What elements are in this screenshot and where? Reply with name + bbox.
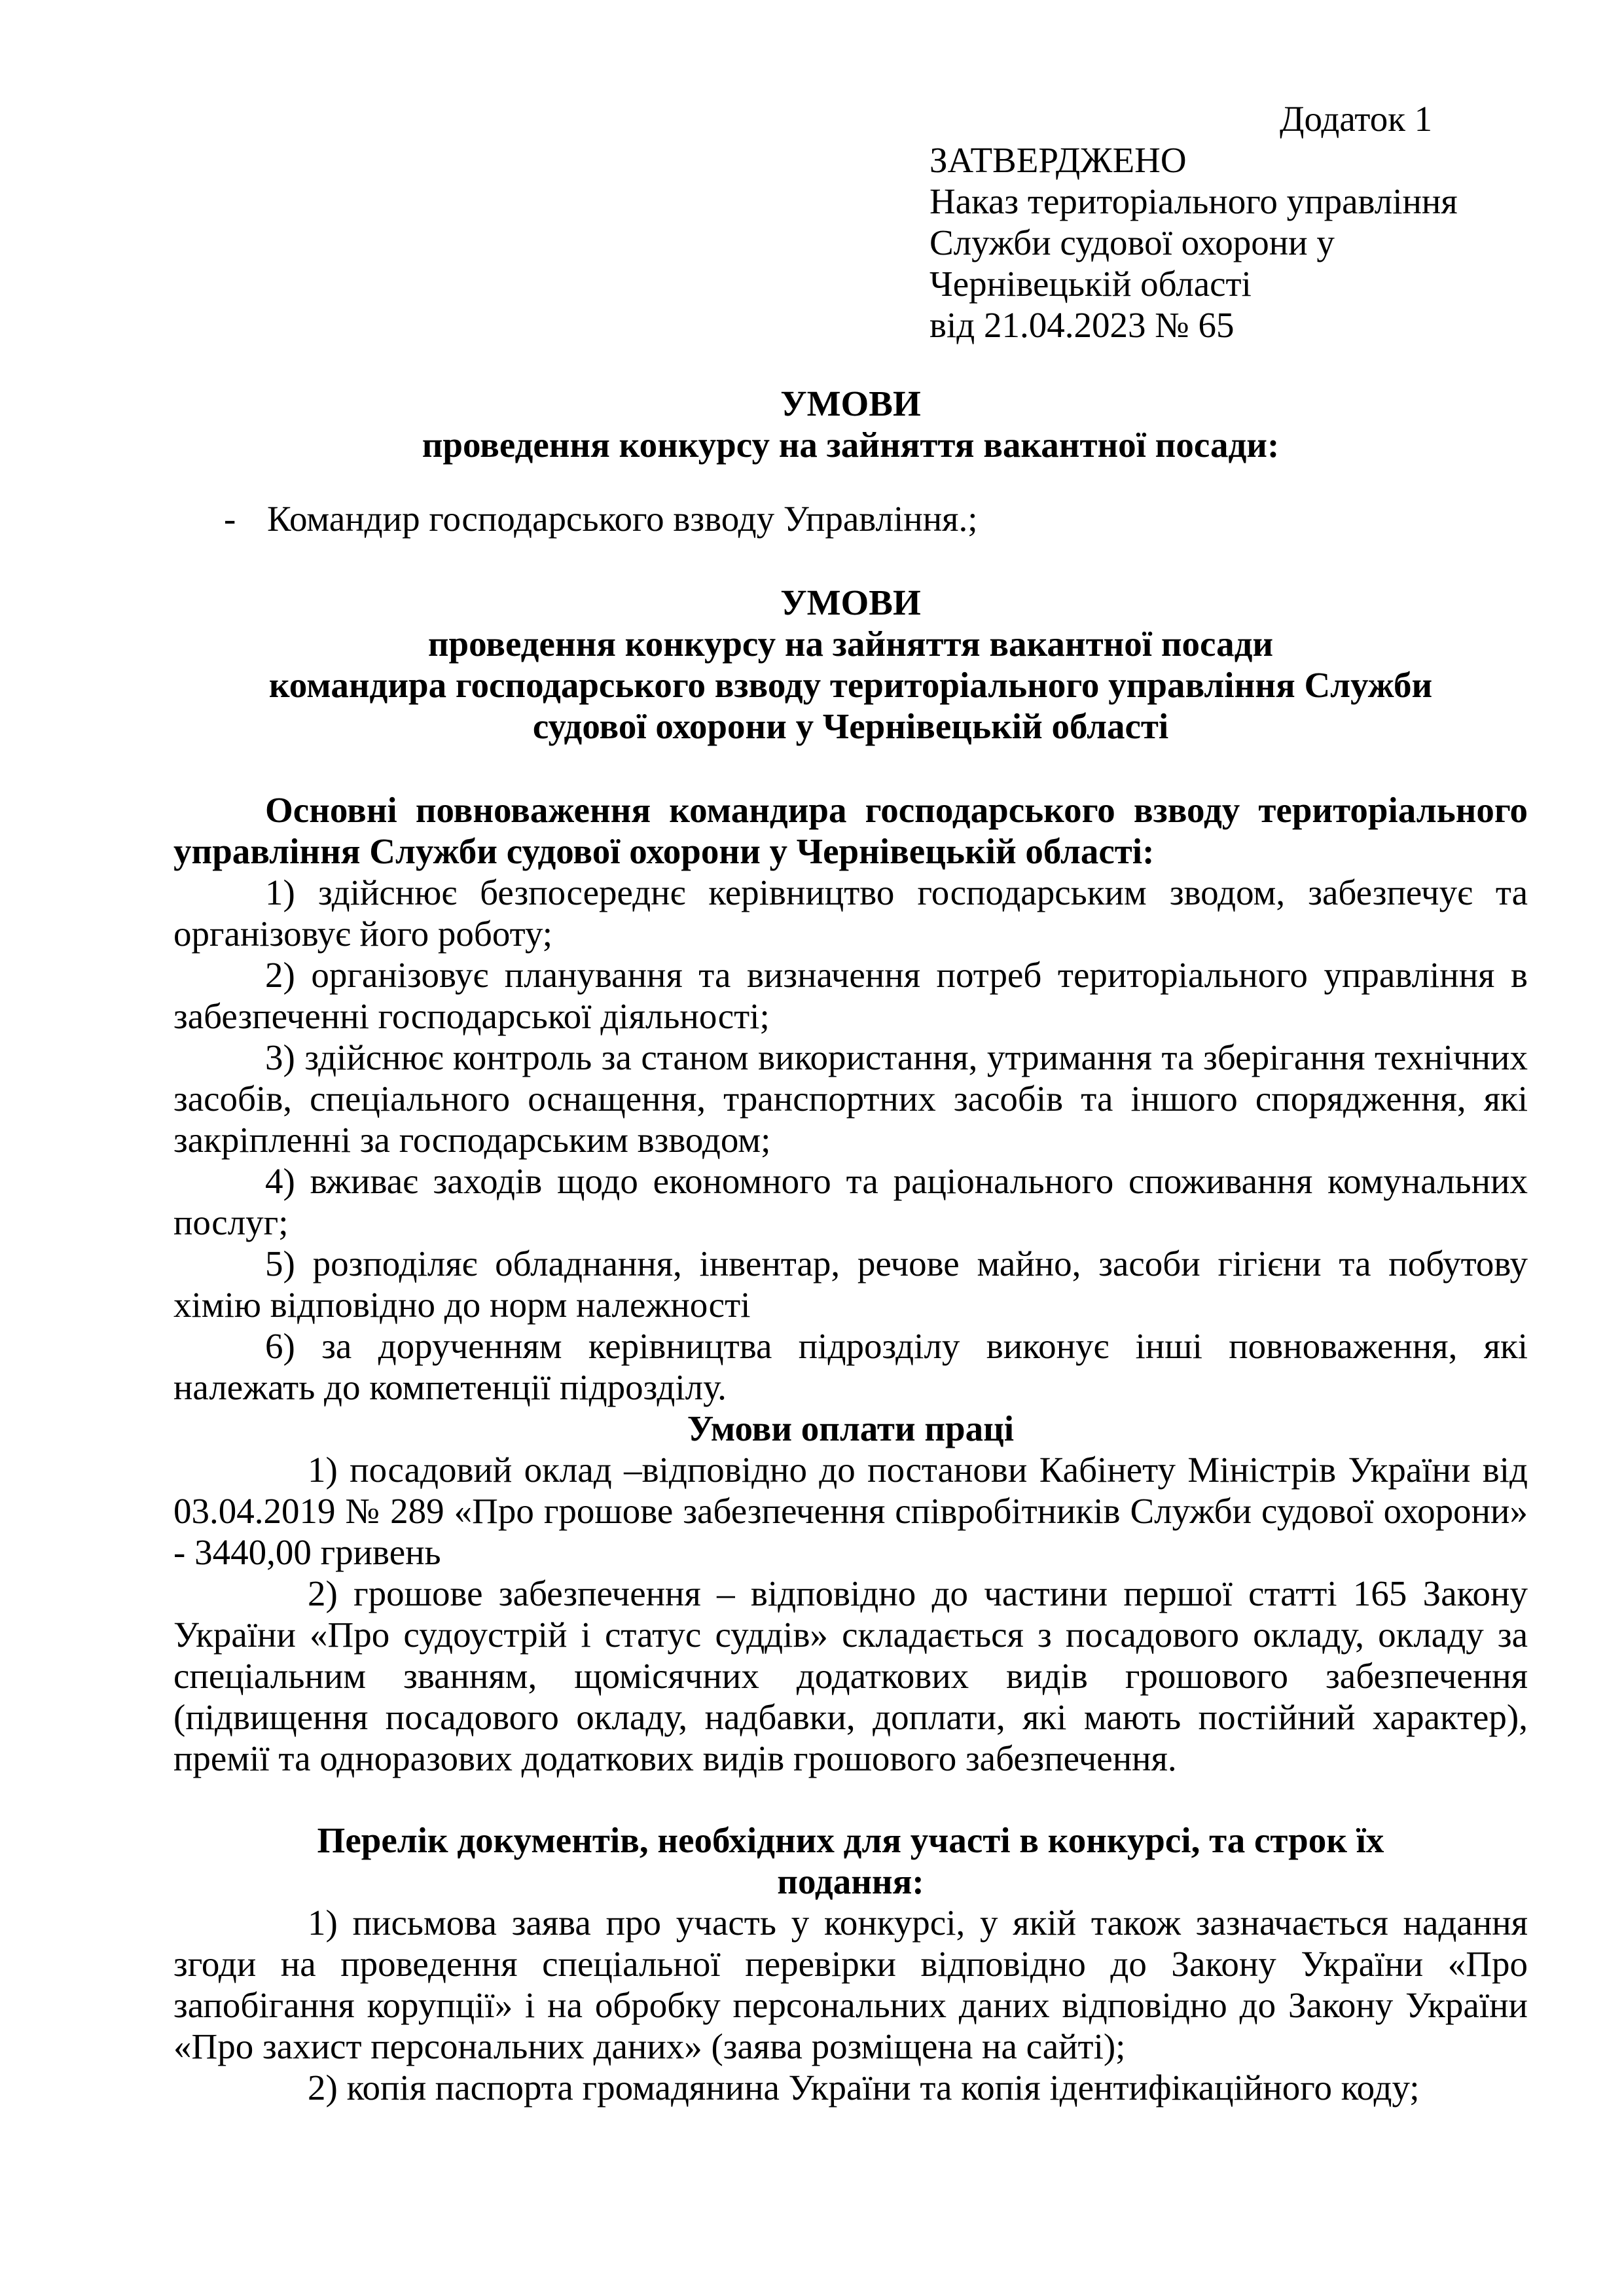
conditions-short-subtitle: проведення конкурсу на зайняття вакантної посади: [422,425,1280,465]
powers-item: 5) розподіляє обладнання, інвентар, речове майно, засоби гігієни та побутову хімію відповідно до норм належності [173,1244,1528,1325]
approved-label: ЗАТВЕРДЖЕНО [929,140,1187,180]
conditions-full-subtitle-line: командира господарського взводу територіального управління Служби [268,665,1433,705]
powers-item: 4) вживає заходів щодо економного та раціонального споживання комунальних послуг; [173,1161,1528,1242]
pay-section-title: Умови оплати праці [687,1408,1015,1448]
documents-item: 2) копія паспорта громадянина України та копія ідентифікаційного коду; [308,2068,1420,2108]
annex-label: Додаток 1 [1280,99,1433,139]
conditions-short-heading [173,383,1528,465]
order-line: Чернівецькій області [929,264,1252,304]
order-date-number: від 21.04.2023 № 65 [929,305,1235,345]
approval-block [929,98,1528,346]
conditions-full-heading [173,582,1528,747]
documents-section-heading [173,1820,1528,1902]
pay-item: 1) посадовий оклад –відповідно до постанови Кабінету Міністрів України від 03.04.2019 № 289 «Про грошове забезпечення співробітників Служби судової охорони» - 3440,00 гривень [173,1450,1528,1572]
conditions-full-subtitle-line: проведення конкурсу на зайняття вакантної посади [427,624,1274,664]
documents-title-line: Перелік документів, необхідних для участі в конкурсі, та строк їх [317,1820,1384,1860]
powers-intro-paragraph: Основні повноваження командира господарського взводу територіального управління Служби судової охорони у Чернівецькій області: [173,790,1528,871]
conditions-full-title: УМОВИ [780,583,921,622]
dash-bullet: - [224,499,236,539]
documents-item: 1) письмова заява про участь у конкурсі, у якій також зазначається надання згоди на проведення спеціальної перевірки відповідно до Закону України «Про запобігання корупції» і на обробку персональних даних відповідно до Закону України «Про захист персональних даних» (заява розміщена на сайті); [173,1903,1528,2066]
conditions-full-subtitle-line: судової охорони у Чернівецькій області [532,706,1169,746]
order-line: Наказ територіального управління [929,181,1458,221]
conditions-short-title: УМОВИ [780,384,921,423]
powers-item: 6) за дорученням керівництва підрозділу виконує інші повноваження, які належать до компетенції підрозділу. [173,1326,1528,1407]
documents-title-line: подання: [777,1861,924,1901]
powers-item: 1) здійснює безпосереднє керівництво господарським зводом, забезпечує та організовує його роботу; [173,872,1528,954]
order-line: Служби судової охорони у [929,223,1335,262]
position-label: Командир господарського взводу Управління.; [267,499,978,539]
pay-item: 2) грошове забезпечення – відповідно до частини першої статті 165 Закону України «Про судоустрій і статус суддів» складається з посадового окладу, окладу за спеціальним званням, щомісячних додаткових видів грошового забезпечення (підвищення посадового окладу, надбавки, доплати, які мають постійний характер), премії та одноразових додаткових видів грошового забезпечення. [173,1573,1528,1778]
position-list-item [173,498,1528,539]
powers-item: 3) здійснює контроль за станом використання, утримання та зберігання технічних засобів, спеціального оснащення, транспортних засобів та іншого спорядження, які закріпленні за господарським взводом; [173,1037,1528,1160]
powers-item: 2) організовує планування та визначення потреб територіального управління в забезпеченні господарської діяльності; [173,955,1528,1036]
